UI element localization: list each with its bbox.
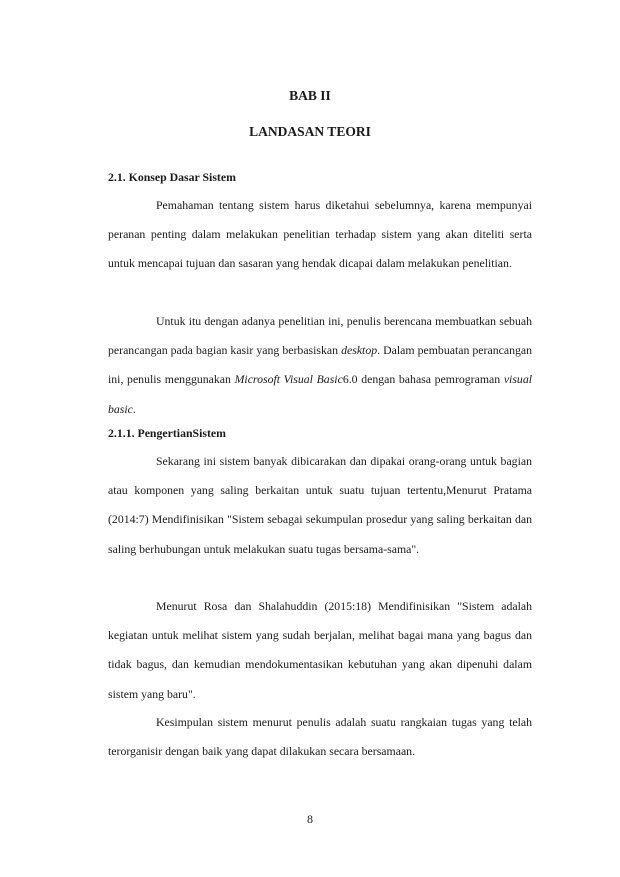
section-heading-2-1: 2.1. Konsep Dasar Sistem <box>108 170 236 184</box>
paragraph-2 <box>108 307 532 424</box>
section-heading-2-1-1: 2.1.1. PengertianSistem <box>108 426 226 440</box>
paragraph-2-text-g: . <box>132 401 136 416</box>
paragraph-2-italic-software: Microsoft Visual Basic <box>234 372 343 387</box>
paragraph-3: Sekarang ini sistem banyak dibicarakan dan dipakai orang-orang untuk bagian atau komponen yang saling berkaitan untuk suatu tujuan tertentu,Menurut Pratama (2014:7) Mendifinisikan "Sistem sebagai sekumpulan prosedur yang saling berkaitan dan saling berhubungan untuk melakukan suatu tugas bersama-sama". <box>108 454 532 556</box>
chapter-title: LANDASAN TEORI <box>249 124 371 139</box>
paragraph-2-text-c: . Dalam pembuatan perancangan ini, penulis menggunakan <box>108 343 532 387</box>
paragraph-2-text-a: Untuk itu dengan adanya penelitian ini, penulis berencana membuatkan sebuah perancangan pada bagian kasir yang berbasiskan <box>108 314 532 358</box>
paragraph-4: Menurut Rosa dan Shalahuddin (2015:18) Mendifinisikan "Sistem adalah kegiatan untuk melihat sistem yang sudah berjalan, melihat bagai mana yang bagus dan tidak bagus, dan kemudian mendokumentasikan kebutuhan yang akan dipenuhi dalam sistem yang baru". <box>108 599 532 701</box>
paragraph-2-italic-language: visual basic <box>108 372 532 416</box>
paragraph-2-text-e: 6.0 dengan bahasa pemrograman <box>342 372 504 387</box>
paragraph-2-italic-desktop: desktop <box>341 343 378 358</box>
chapter-number: BAB II <box>289 88 331 103</box>
page-number: 8 <box>307 812 313 826</box>
paragraph-1: Pemahaman tentang sistem harus diketahui sebelumnya, karena mempunyai peranan penting dalam melakukan penelitian terhadap sistem yang akan diteliti serta untuk mencapai tujuan dan sasaran yang hendak dicapai dalam melakukan penelitian. <box>108 198 532 271</box>
paragraph-5: Kesimpulan sistem menurut penulis adalah suatu rangkaian tugas yang telah terorganisir dengan baik yang dapat dilakukan secara bersamaan. <box>108 715 532 759</box>
